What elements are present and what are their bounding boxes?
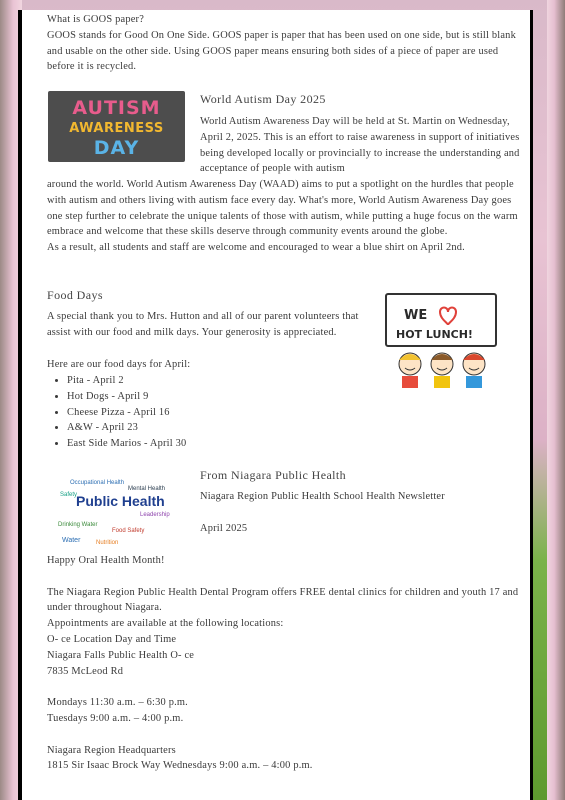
appointments-text: Appointments are available at the following locations: <box>47 618 284 630</box>
health-date: April 2025 <box>200 523 248 534</box>
goos-section <box>47 12 520 75</box>
hot-lunch-text: HOT LUNCH! <box>396 328 473 341</box>
newsletter-page <box>22 10 530 800</box>
autism-image-word-1: AUTISM <box>72 97 161 119</box>
autism-body-wrap: World Autism Awareness Day will be held at St. Martin on Wednesday, April 2, 2025. This is an effort to raise awareness in support of initiatives being developed locally or provincially to increase the understanding and acceptance of people with autism <box>200 116 520 175</box>
svg-text:Mental Health: Mental Health <box>128 486 166 492</box>
address-1: 7835 McLeod Rd <box>47 665 124 677</box>
health-title: From Niagara Public Health <box>200 468 347 482</box>
autism-title: World Autism Day 2025 <box>200 92 326 106</box>
office-2: Niagara Region Headquarters <box>47 744 176 756</box>
list-item: • Cheese Pizza - April 16 <box>67 405 520 421</box>
office-1: Niagara Falls Public Health O- ce <box>47 649 195 661</box>
location-header: O- ce Location Day and Time <box>47 633 177 645</box>
goos-body: GOOS stands for Good On One Side. GOOS paper is paper that has been used on one side, but is still blank and usable on the other side. Using GOOS paper means ensuring both sides of a piece of paper are used before it is recycled. <box>47 29 516 73</box>
food-intro: Here are our food days for April: <box>47 359 191 370</box>
address-2: 1815 Sir Isaac Brock Way Wednesdays 9:00 a.m. – 4:00 p.m. <box>47 760 313 772</box>
svg-text:Drinking Water: Drinking Water <box>58 522 98 528</box>
blossom-tree-right <box>547 0 565 800</box>
health-body <box>47 553 520 774</box>
svg-text:Public Health: Public Health <box>76 493 165 509</box>
hot-lunch-image <box>382 290 500 390</box>
autism-closing: As a result, all students and staff are welcome and encouraged to wear a blue shirt on April 2nd. <box>47 242 465 254</box>
hours-2: Tuesdays 9:00 a.m. – 4:00 p.m. <box>47 712 184 724</box>
public-health-word-cloud <box>56 470 174 550</box>
autism-body-full <box>47 177 520 256</box>
svg-text:Leadership: Leadership <box>140 512 170 518</box>
list-item: • A&W - April 23 <box>67 420 520 436</box>
svg-text:Safety: Safety <box>60 492 78 498</box>
autism-image-word-3: DAY <box>93 137 140 159</box>
autism-awareness-image <box>48 91 185 162</box>
list-item: • Hot Dogs - April 9 <box>67 389 520 405</box>
oral-health-month: Happy Oral Health Month! <box>47 555 165 566</box>
autism-body-continued: around the world. World Autism Awareness Day (WAAD) aims to put a spotlight on the hurdles that people with autism and others living with autism face every day. What's more, World Autism Awareness Day goes one step further to celebrate the unique talents of those with autism, while putting a huge focus on the warm embrace and welcome that these skills deserve through community events around the globe. <box>47 179 518 238</box>
svg-text:Occupational Health: Occupational Health <box>70 480 125 486</box>
hours-1: Mondays 11:30 a.m. – 6:30 p.m. <box>47 697 188 709</box>
svg-text:Food Safety: Food Safety <box>112 528 145 534</box>
list-item: • Pita - April 2 <box>67 373 520 389</box>
health-subtitle: Niagara Region Public Health School Health Newsletter <box>200 491 445 502</box>
food-thanks: A special thank you to Mrs. Hutton and all of our parent volunteers that assist with our food and milk days. Your generosity is appreciated. <box>47 311 359 338</box>
dental-program: The Niagara Region Public Health Dental Program offers FREE dental clinics for children and youth 17 and under throughout Niagara. <box>47 586 519 614</box>
food-title: Food Days <box>47 288 103 302</box>
autism-image-word-2: AWARENESS <box>69 121 164 136</box>
list-item: • East Side Marios - April 30 <box>67 436 520 452</box>
svg-text:Water: Water <box>62 537 81 544</box>
goos-title: What is GOOS paper? <box>47 14 145 25</box>
hot-lunch-we: WE <box>404 308 428 323</box>
svg-text:Nutrition: Nutrition <box>96 540 119 546</box>
